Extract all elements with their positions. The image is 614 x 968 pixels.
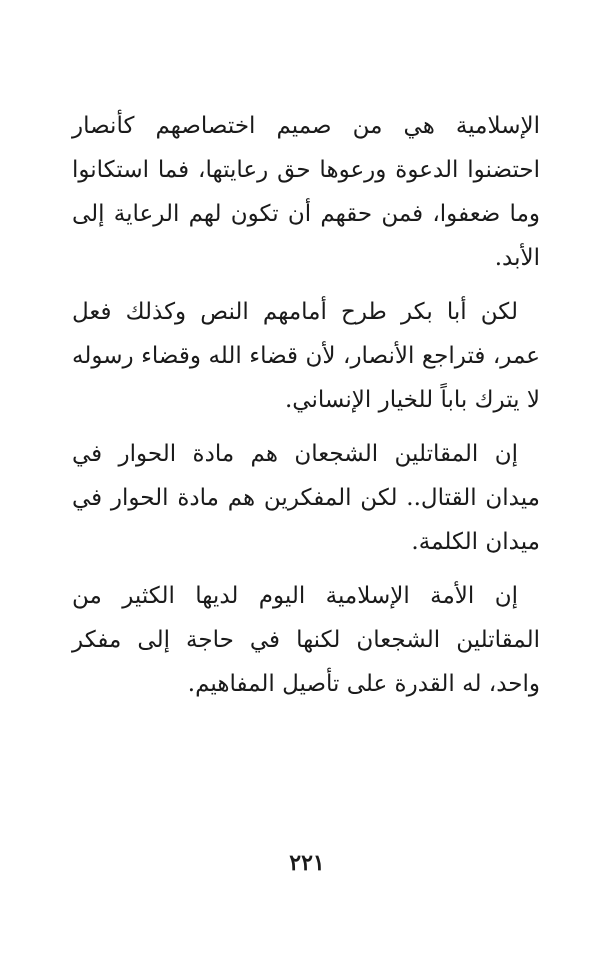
page-number: ٢٢١ bbox=[289, 850, 325, 876]
paragraph-ummah-needs-thinker: إن الأمة الإسلامية اليوم لديها الكثير من المقاتلين الشجعان لكنها في حاجة إلى مفكر واحد، له القدرة على تأصيل المفاهيم. bbox=[72, 583, 540, 697]
paragraph-continuation: الإسلامية هي من صميم اختصاصهم كأنصار احتضنوا الدعوة ورعوها حق رعايتها، فما استكانوا وما ضعفوا، فمن حقهم أن تكون لهم الرعاية إلى الأبد. bbox=[72, 113, 540, 271]
paragraph-abu-bakr: لكن أبا بكر طرح أمامهم النص وكذلك فعل عمر، فتراجع الأنصار، لأن قضاء الله وقضاء رسوله لا يترك باباً للخيار الإنساني. bbox=[72, 299, 540, 413]
paragraph-fighters-thinkers: إن المقاتلين الشجعان هم مادة الحوار في ميدان القتال.. لكن المفكرين هم مادة الحوار في ميدان الكلمة. bbox=[72, 441, 540, 555]
body-text bbox=[72, 104, 540, 716]
